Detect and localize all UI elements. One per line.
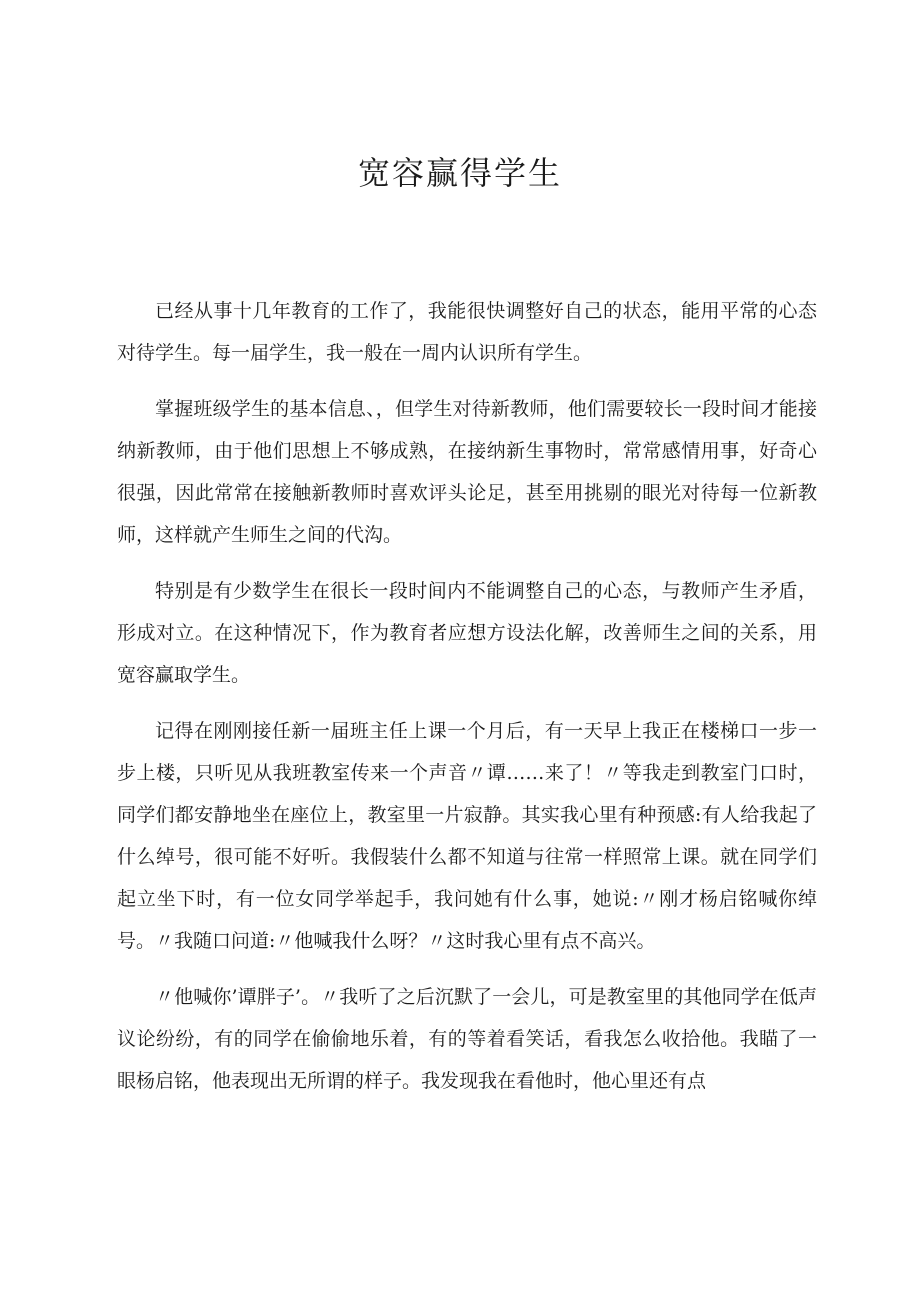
paragraph-1: 已经从事十几年教育的工作了，我能很快调整好自己的状态，能用平常的心态对待学生。每一届学生，我一般在一周内认识所有学生。 [117, 300, 817, 364]
paragraph-4: 记得在刚刚接任新一届班主任上课一个月后，有一天早上我正在楼梯口一步一步上楼，只听见从我班教室传来一个声音〃谭……来了！〃等我走到教室门口时，同学们都安静地坐在座位上，教室里一片寂静。其实我心里有种预感:有人给我起了什么绰号，很可能不好听。我假装什么都不知道与往常一样照常上课。就在同学们起立坐下时，有一位女同学举起手，我问她有什么事，她说:〃刚才杨启铭喊你绰号。〃我随口问道:〃他喊我什么呀？〃这时我心里有点不高兴。 [117, 720, 817, 952]
paragraph-5: 〃他喊你’谭胖子’。〃我听了之后沉默了一会儿，可是教室里的其他同学在低声议论纷纷，有的同学在偷偷地乐着，有的等着看笑话，看我怎么收拾他。我瞄了一眼杨启铭，他表现出无所谓的样子。我发现我在看他时，他心里还有点 [117, 986, 817, 1092]
paragraph-3: 特别是有少数学生在很长一段时间内不能调整自己的心态，与教师产生矛盾，形成对立。在这种情况下，作为教育者应想方设法化解，改善师生之间的关系，用宽容赢取学生。 [117, 580, 817, 686]
document-body [117, 290, 817, 1116]
document-title: 宽容赢得学生 [357, 154, 562, 192]
paragraph-2: 掌握班级学生的基本信息、，但学生对待新教师，他们需要较长一段时间才能接纳新教师，由于他们思想上不够成熟，在接纳新生事物时，常常感情用事，好奇心很强，因此常常在接触新教师时喜欢评头论足，甚至用挑剔的眼光对待每一位新教师，这样就产生师生之间的代沟。 [117, 398, 817, 546]
